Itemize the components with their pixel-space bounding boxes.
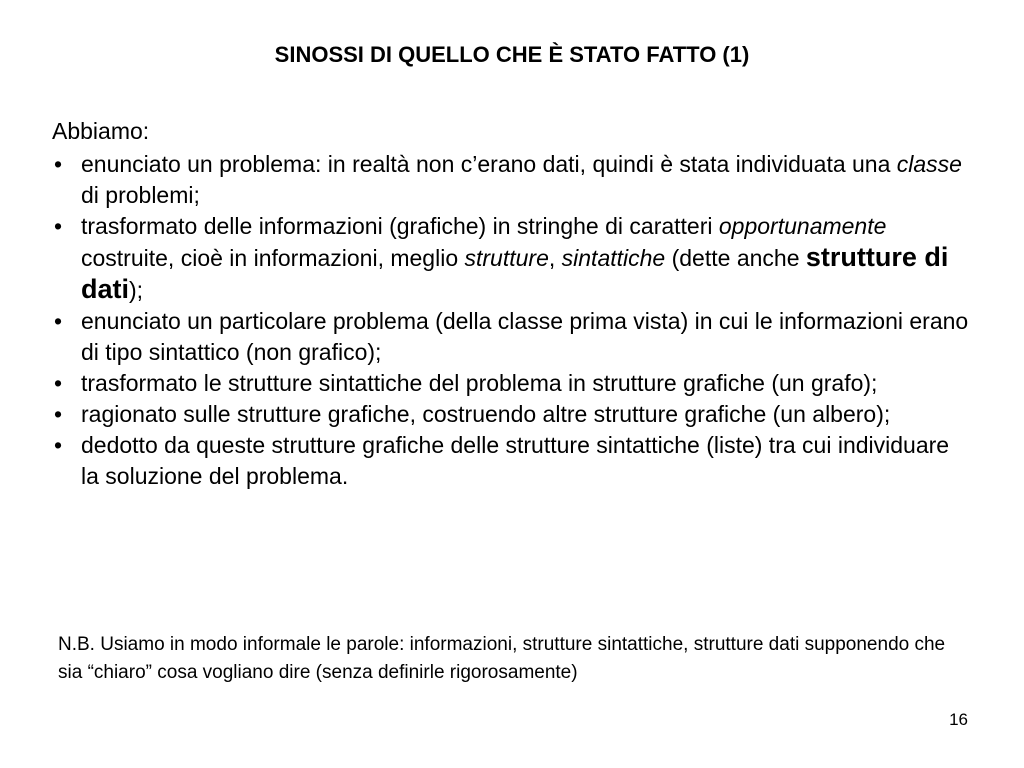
strong-text: strutture di dati [81, 242, 949, 304]
intro-text: Abbiamo: [52, 118, 150, 144]
bullet-text: trasformato le strutture sintattiche del problema in strutture grafiche (un grafo); [81, 370, 878, 396]
bullet-text: di problemi; [81, 182, 200, 208]
bullet-text: ragionato sulle strutture grafiche, costruendo altre strutture grafiche (un albero); [81, 401, 891, 427]
emphasis-text: strutture [464, 245, 549, 271]
bullet-text: dedotto da queste strutture grafiche delle strutture sintattiche (liste) tra cui individuare la soluzione del problema. [81, 432, 950, 489]
bullet-icon: • [54, 370, 63, 396]
bullet-icon: • [54, 432, 63, 458]
bullet-item [52, 211, 972, 306]
emphasis-text: sintattiche [561, 245, 666, 271]
bullet-item [52, 430, 972, 492]
bullet-text: , [548, 245, 562, 271]
bullet-text: enunciato un problema: in realtà non c’erano dati, quindi è stata individuata una [81, 151, 897, 177]
bullet-text: enunciato un particolare problema (della classe prima vista) in cui le informazioni erano di tipo sintattico (non grafico); [81, 308, 969, 365]
bullet-icon: • [54, 308, 63, 334]
page-number: 16 [949, 710, 968, 729]
bullet-text: (dette anche [665, 245, 806, 271]
bullet-icon: • [54, 213, 63, 239]
emphasis-text: classe [896, 151, 962, 177]
bullet-item [52, 306, 972, 368]
bullet-list [52, 149, 972, 492]
slide-title: SINOSSI DI QUELLO CHE È STATO FATTO (1) [274, 42, 750, 67]
emphasis-text: opportunamente [718, 213, 887, 239]
note-text: N.B. Usiamo in modo informale le parole: informazioni, strutture sintattiche, strutture dati supponendo che sia “chiaro” cosa vogliano dire (senza definirle rigorosamente) [58, 634, 946, 683]
bullet-icon: • [54, 151, 63, 177]
bullet-item [52, 368, 972, 399]
bullet-text: ); [129, 277, 144, 303]
bullet-item [52, 149, 972, 211]
bullet-item [52, 399, 972, 430]
bullet-icon: • [54, 401, 63, 427]
bullet-text: costruite, cioè in informazioni, meglio [81, 245, 465, 271]
bullet-text: trasformato delle informazioni (grafiche) in stringhe di caratteri [81, 213, 719, 239]
